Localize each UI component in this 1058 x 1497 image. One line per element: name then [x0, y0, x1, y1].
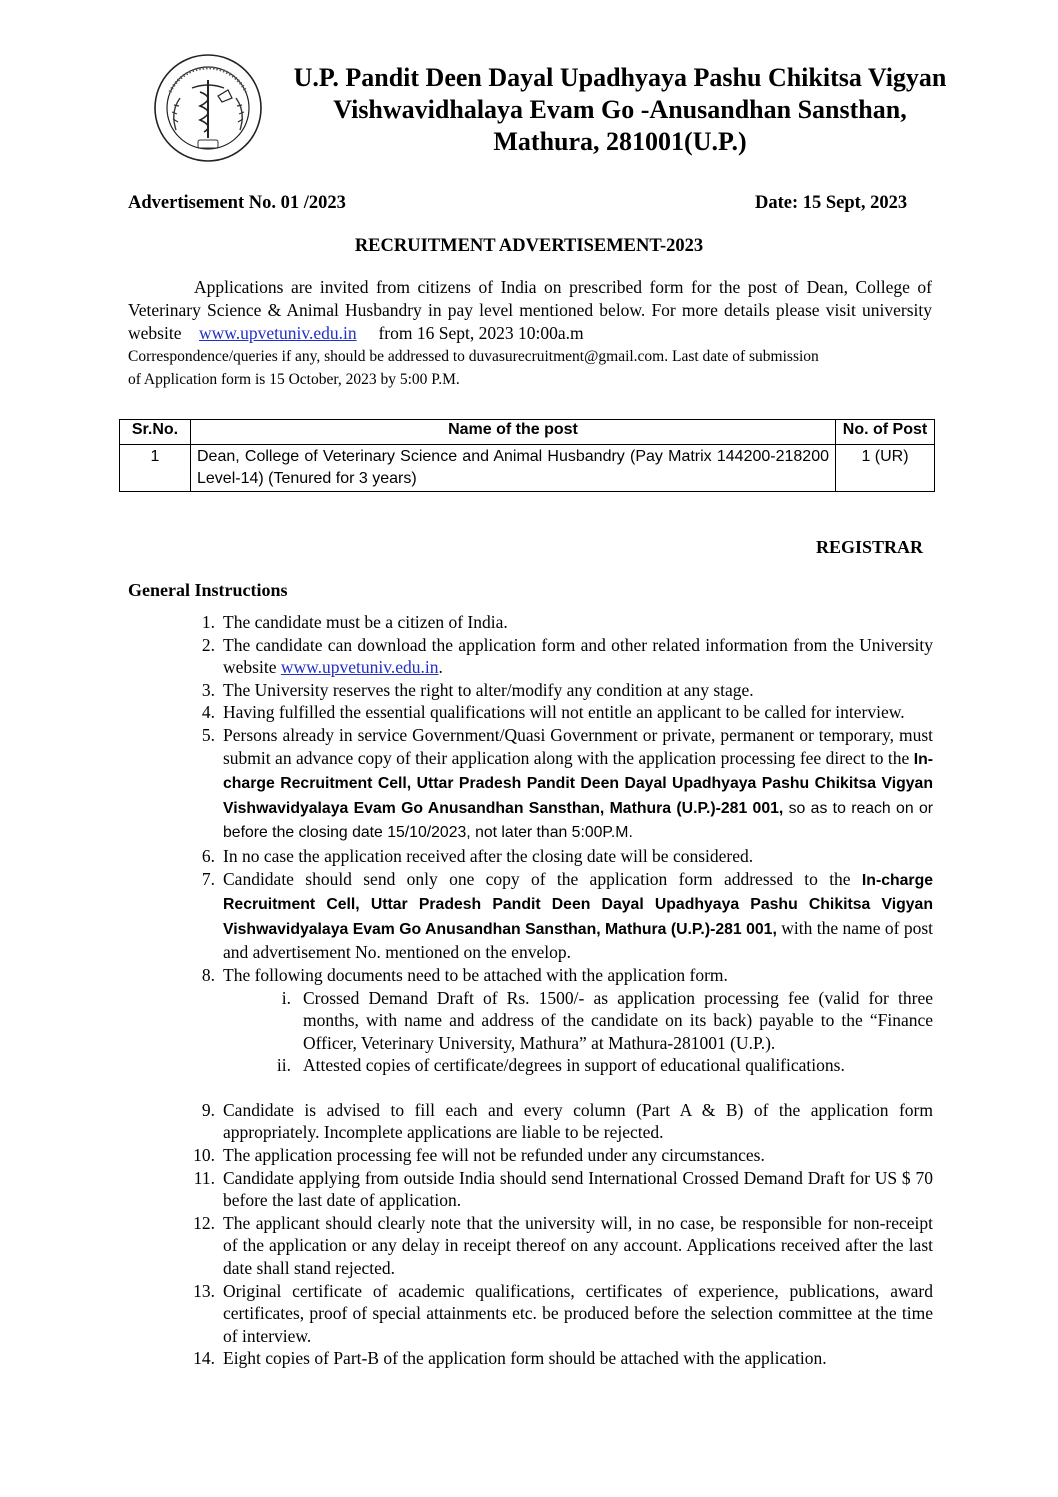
posts-table — [119, 419, 935, 492]
item-text: Candidate is advised to fill each and every column (Part A & B) of the application form appropriately. Incomplete applications are liable to be rejected. — [223, 1099, 933, 1143]
registrar-signature: REGISTRAR — [816, 537, 924, 557]
sub-item-text: Crossed Demand Draft of Rs. 1500/- as application processing fee (valid for three months, with name and address of the candidate on its back) payable to the “Finance Officer, Veterinary University, Mathura” at Mathura-281001 (U.P.). — [303, 987, 933, 1053]
item-text: Persons already in service Government/Quasi Government or private, permanent or temporary, must submit an advance copy of their application along with the application processing fee direct to the — [223, 724, 933, 768]
list-item — [185, 1347, 933, 1370]
item-text: The applicant should clearly note that the university will, in no case, be responsible for non-receipt of the application or any delay in receipt thereof on any account. Applications received after the last date shall stand rejected. — [223, 1212, 933, 1279]
item-number: 1. — [201, 612, 215, 632]
general-instructions-heading: General Instructions — [128, 580, 288, 600]
col-header-post-name: Name of the post — [191, 420, 836, 445]
item-number: 3. — [201, 679, 215, 700]
item-number: 8. — [201, 964, 215, 985]
cell-srno: 1 — [120, 445, 191, 492]
sub-item-number: ii. — [276, 1055, 291, 1076]
sub-item-number: i. — [281, 987, 291, 1008]
item-text: Candidate applying from outside India should send International Crossed Demand Draft for US $ 70 before the last date of application. — [223, 1167, 933, 1211]
list-item — [185, 611, 933, 634]
list-item — [185, 701, 933, 724]
list-item — [185, 1167, 933, 1212]
item-number: 13. — [193, 1280, 215, 1301]
item-bold-address: In-charge Recruitment Cell, Uttar Pradesh Pandit Deen Dayal Upadhyaya Pashu Chikitsa Vigyan Vishwavidyalaya Evam Go Anusandhan Sansthan, Mathura (U.P.)-281 001, — [223, 750, 933, 817]
sub-list-item — [185, 987, 933, 1055]
university-website-link-2[interactable]: www.upvetuniv.edu.in — [280, 657, 439, 678]
item-tail: with the name of post and advertisement No. mentioned on the envelop. — [223, 917, 934, 963]
table-row — [120, 445, 935, 492]
item-number: 2. — [201, 634, 215, 655]
item-number: 7. — [201, 868, 215, 889]
item-number: 6. — [201, 845, 215, 866]
item-number: 9. — [201, 1099, 215, 1120]
item-text: Eight copies of Part-B of the application form should be attached with the application. — [223, 1348, 827, 1369]
cell-post-count: 1 (UR) — [836, 445, 935, 492]
list-item — [185, 1212, 933, 1280]
intro-last-date: of Application form is 15 October, 2023 by 5:00 P.M. — [128, 371, 460, 388]
item-number: 14. — [193, 1348, 215, 1369]
university-seal-logo — [152, 52, 264, 164]
table-header-row — [120, 420, 935, 445]
item-text: Having fulfilled the essential qualifications will not entitle an applicant to be called for interview. — [223, 702, 905, 723]
advertisement-number: Advertisement No. 01 /2023 — [128, 193, 346, 213]
item-number: 4. — [201, 702, 215, 723]
university-website-link[interactable]: www.upvetuniv.edu.in — [198, 323, 357, 343]
sub-list-item — [185, 1054, 933, 1077]
col-header-post-count: No. of Post — [836, 420, 935, 445]
list-item — [185, 724, 933, 845]
university-name-heading — [290, 62, 950, 158]
list-item — [185, 634, 933, 679]
item-number: 10. — [193, 1145, 215, 1166]
list-item — [185, 1144, 933, 1167]
sub-item-text: Attested copies of certificate/degrees in support of educational qualifications. — [303, 1055, 845, 1076]
university-name-line3: Mathura, 281001(U.P.) — [493, 127, 747, 156]
list-item — [185, 679, 933, 702]
item-text: Original certificate of academic qualifications, certificates of experience, publications, award certificates, proof of special attainments etc. be produced before the selection committee at the time of interview. — [223, 1280, 933, 1346]
item-bold-address: In-charge Recruitment Cell, Uttar Pradesh Pandit Deen Dayal Upadhyaya Pashu Chikitsa Vigyan Vishwavidyalaya Evam Go Anusandhan Sansthan, Mathura (U.P.)-281 001, — [223, 871, 934, 938]
item-text: The candidate must be a citizen of India. — [223, 612, 508, 632]
item-number: 5. — [201, 724, 215, 745]
list-item — [185, 1280, 933, 1348]
item-number: 12. — [193, 1212, 215, 1233]
list-item — [185, 964, 933, 987]
intro-correspondence: Correspondence/queries if any, should be addressed to duvasurecruitment@gmail.com. Last date of submission — [128, 348, 819, 365]
item-text: The application processing fee will not be refunded under any circumstances. — [223, 1145, 765, 1166]
list-item — [185, 868, 933, 964]
item-tail: . — [438, 657, 443, 678]
spacer — [185, 1077, 933, 1099]
advertisement-date: Date: 15 Sept, 2023 — [755, 193, 908, 213]
instructions-list — [185, 611, 933, 1370]
item-text: The candidate can download the application form and other related information from the University website — [223, 634, 933, 678]
university-name-line1: U.P. Pandit Deen Dayal Upadhyaya Pashu Chikitsa Vigyan — [293, 63, 947, 92]
item-text: The following documents need to be attached with the application form. — [223, 964, 728, 985]
item-text: In no case the application received after the closing date will be considered. — [223, 845, 754, 866]
item-number: 11. — [193, 1167, 215, 1188]
item-text: The University reserves the right to alter/modify any condition at any stage. — [223, 679, 754, 700]
list-item — [185, 1099, 933, 1144]
item-tail: so as to reach on or before the closing date 15/10/2023, not later than 5:00P.M. — [223, 799, 934, 842]
recruitment-title: RECRUITMENT ADVERTISEMENT-2023 — [354, 236, 704, 256]
intro-date-text: from 16 Sept, 2023 10:00a.m — [378, 323, 584, 343]
item-text: Candidate should send only one copy of the application form addressed to the — [223, 868, 851, 889]
university-name-line2: Vishwavidhalaya Evam Go -Anusandhan Sansthan, — [333, 95, 907, 124]
cell-post-name: Dean, College of Veterinary Science and Animal Husbandry (Pay Matrix 144200-218200 Level-14) (Tenured for 3 years) — [191, 445, 836, 492]
intro-paragraph — [128, 276, 932, 391]
list-item — [185, 845, 933, 868]
intro-text: Applications are invited from citizens of India on prescribed form for the post of Dean, College of Veterinary Science & Animal Husbandry in pay level mentioned below. For more details please visit university website — [128, 277, 932, 343]
col-header-srno: Sr.No. — [120, 420, 191, 445]
